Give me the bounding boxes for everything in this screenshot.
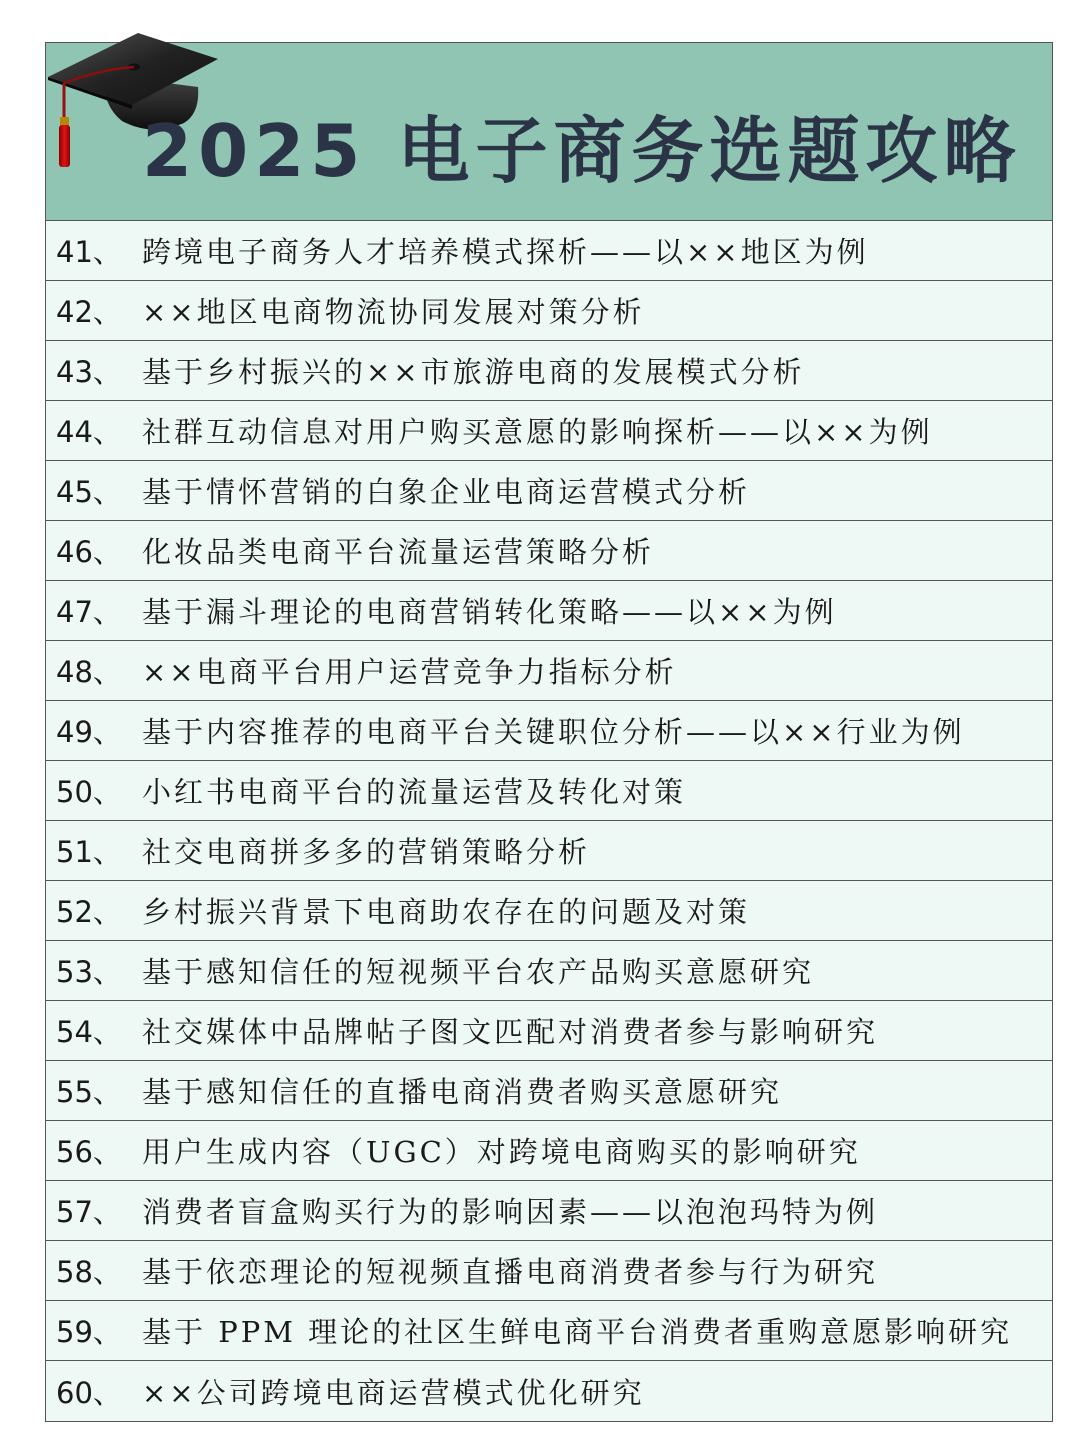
list-item (46, 281, 1052, 341)
list-item (46, 461, 1052, 521)
item-number: 55、 (56, 1075, 122, 1109)
item-number: 41、 (56, 235, 122, 269)
item-title: 基于依恋理论的短视频直播电商消费者参与行为研究 (142, 1255, 879, 1289)
list-item (46, 641, 1052, 701)
item-title: 社群互动信息对用户购买意愿的影响探析——以××为例 (142, 415, 933, 449)
item-number: 52、 (56, 895, 122, 929)
item-number: 60、 (56, 1375, 122, 1410)
item-number: 42、 (56, 295, 122, 329)
item-title: 社交电商拼多多的营销策略分析 (142, 835, 591, 869)
list-item (46, 1001, 1052, 1061)
item-number: 57、 (56, 1195, 122, 1229)
item-number: 58、 (56, 1255, 122, 1289)
item-title: 消费者盲盒购买行为的影响因素——以泡泡玛特为例 (142, 1195, 879, 1229)
item-number: 53、 (56, 955, 122, 989)
list-item (46, 821, 1052, 881)
item-title: 乡村振兴背景下电商助农存在的问题及对策 (142, 895, 751, 929)
item-number: 49、 (56, 715, 122, 749)
item-number: 50、 (56, 775, 122, 809)
topic-sheet (45, 42, 1053, 1422)
item-title: ××电商平台用户运营竞争力指标分析 (142, 655, 677, 689)
list-item (46, 1121, 1052, 1181)
item-title: 化妆品类电商平台流量运营策略分析 (142, 535, 655, 569)
item-title: 跨境电子商务人才培养模式探析——以××地区为例 (142, 235, 869, 269)
list-item (46, 521, 1052, 581)
item-title: 基于 PPM 理论的社区生鲜电商平台消费者重购意愿影响研究 (142, 1315, 1013, 1349)
topic-list (46, 221, 1052, 1421)
item-title: 基于感知信任的直播电商消费者购买意愿研究 (142, 1075, 783, 1109)
item-title: 基于乡村振兴的××市旅游电商的发展模式分析 (142, 355, 805, 389)
list-item (46, 1361, 1052, 1421)
list-item (46, 1061, 1052, 1121)
list-item (46, 401, 1052, 461)
list-item (46, 701, 1052, 761)
list-item (46, 1241, 1052, 1301)
page-title: 2025 电子商务选题攻略 (142, 109, 1022, 193)
item-number: 51、 (56, 835, 122, 869)
list-item (46, 941, 1052, 1001)
header-banner (46, 43, 1052, 221)
item-number: 56、 (56, 1135, 122, 1169)
list-item (46, 1181, 1052, 1241)
item-number: 47、 (56, 595, 122, 629)
item-title: 基于感知信任的短视频平台农产品购买意愿研究 (142, 955, 815, 989)
item-number: 45、 (56, 475, 122, 509)
list-item (46, 761, 1052, 821)
item-title: ××公司跨境电商运营模式优化研究 (142, 1375, 645, 1410)
item-number: 44、 (56, 415, 122, 449)
item-number: 46、 (56, 535, 122, 569)
item-title: 基于情怀营销的白象企业电商运营模式分析 (142, 475, 751, 509)
list-item (46, 221, 1052, 281)
list-item (46, 581, 1052, 641)
item-title: 社交媒体中品牌帖子图文匹配对消费者参与影响研究 (142, 1015, 879, 1049)
item-title: 小红书电商平台的流量运营及转化对策 (142, 775, 687, 809)
item-number: 43、 (56, 355, 122, 389)
item-title: 用户生成内容（UGC）对跨境电商购买的影响研究 (142, 1135, 861, 1169)
item-number: 48、 (56, 655, 122, 689)
item-number: 54、 (56, 1015, 122, 1049)
item-title: 基于漏斗理论的电商营销转化策略——以××为例 (142, 595, 837, 629)
list-item (46, 341, 1052, 401)
item-title: ××地区电商物流协同发展对策分析 (142, 295, 645, 329)
list-item (46, 1301, 1052, 1361)
item-number: 59、 (56, 1315, 122, 1349)
list-item (46, 881, 1052, 941)
item-title: 基于内容推荐的电商平台关键职位分析——以××行业为例 (142, 715, 965, 749)
